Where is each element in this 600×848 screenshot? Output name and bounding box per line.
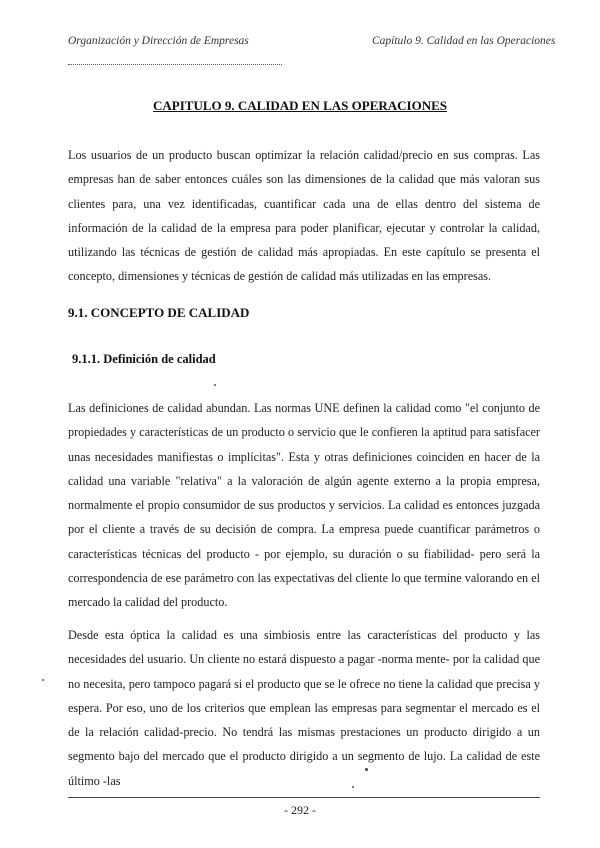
page-number: - 292 - — [284, 803, 316, 817]
intro-paragraph: Los usuarios de un producto buscan optimizar la relación calidad/precio en sus compras. Las empresas han de saber entonces cuáles son las dimensiones de la calidad que más valoran sus clientes para, una vez identificadas, cuantificar cada una de ellas dentro del sistema de información de la calidad de la empresa para poder planificar, ejecutar y controlar la calidad, utilizando las técnicas de gestión de calidad más apropiadas. En este capítulo se presenta el concepto, dimensiones y técnicas de gestión de calidad más utilizadas en las empresas. — [68, 148, 540, 284]
running-header-left: Organización y Dirección de Empresas — [68, 35, 249, 47]
subsection-heading: 9.1.1. Definición de calidad — [72, 352, 216, 366]
chapter-title: CAPITULO 9. CALIDAD EN LAS OPERACIONES — [153, 98, 447, 113]
footer-divider — [68, 797, 540, 798]
section-heading: 9.1. CONCEPTO DE CALIDAD — [68, 305, 250, 320]
scan-speck — [42, 679, 44, 681]
scan-speck — [214, 384, 216, 386]
running-header-right: Capítulo 9. Calidad en las Operaciones — [372, 35, 556, 47]
header-divider — [68, 64, 282, 65]
scan-speck — [352, 786, 354, 788]
scan-speck — [365, 768, 368, 771]
body-paragraph: Desde esta óptica la calidad es una simbiosis entre las características del producto y las necesidades del usuario. Un cliente no estará dispuesto a pagar -norma mente- por la calidad que no necesita, pero tampoco pagará si el producto que se le ofrece no tiene la calidad que precisa y espera. Por eso, uno de los criterios que emplean las empresas para segmentar el mercado es el de la relación calidad-precio. No tendrá las mismas prestaciones un producto dirigido a un segmento bajo del mercado que el producto dirigido a un segmento de lujo. La calidad de este último -las — [68, 628, 540, 788]
body-paragraph: Las definiciones de calidad abundan. Las normas UNE definen la calidad como "el conjunto de propiedades y características de un producto o servicio que le confieren la aptitud para satisfacer unas necesidades manifiestas o implícitas". Esta y otras definiciones coinciden en hacer de la calidad una variable "relativa" a la valoración de algún agente externo a la propia empresa, normalmente el propio consumidor de sus productos y servicios. La calidad es entonces juzgada por el cliente a través de su decisión de compra. La empresa puede cuantificar parámetros o características técnicas del producto - por ejemplo, su duración o su fiabilidad- pero será la correspondencia de ese parámetro con las expectativas del cliente lo que termine valorando en el mercado la calidad del producto. — [68, 401, 540, 610]
